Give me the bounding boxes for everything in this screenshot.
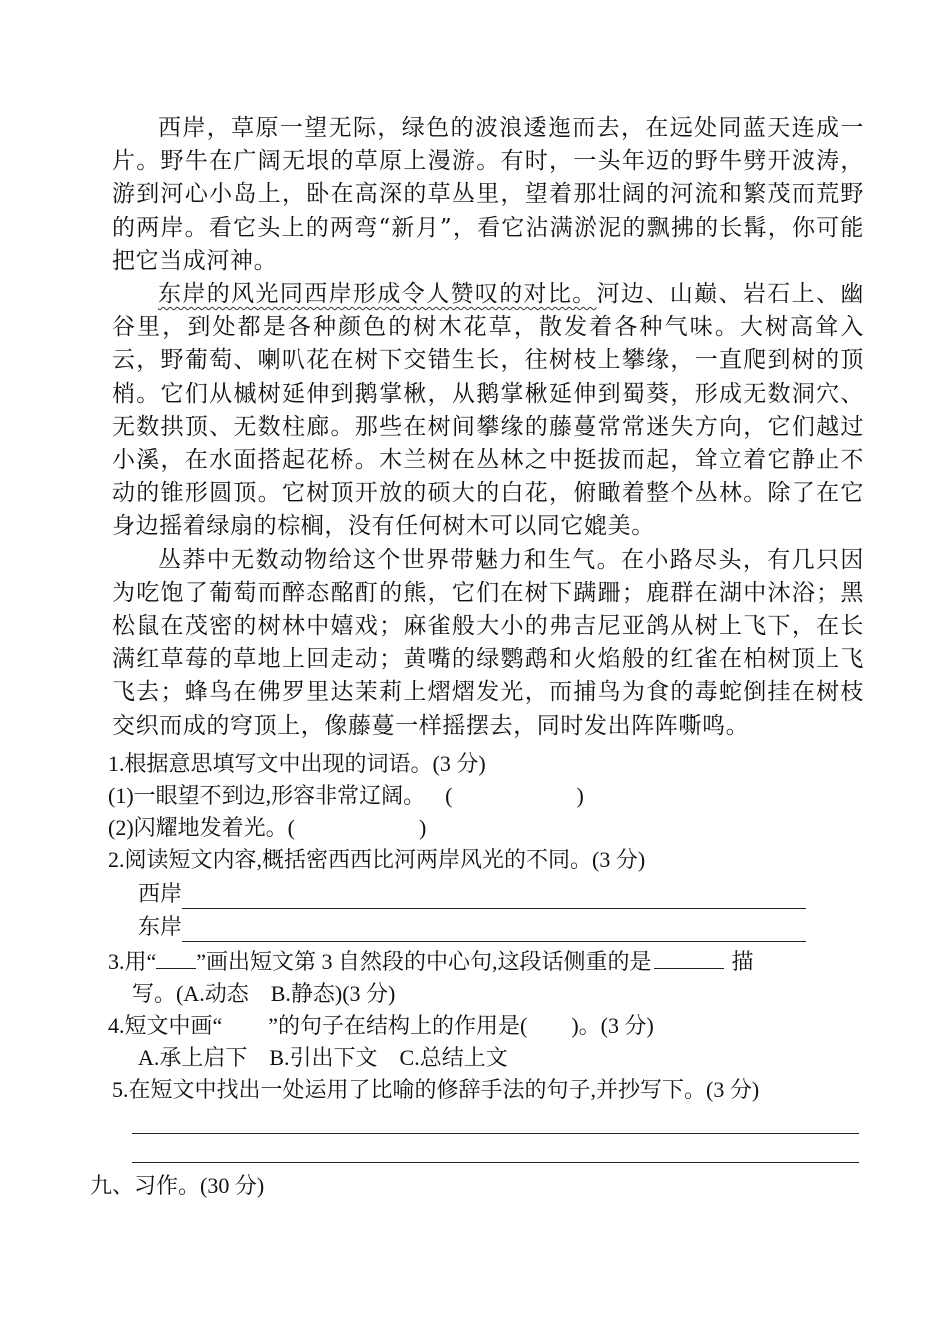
east-bank-answer-line[interactable] <box>182 911 806 942</box>
west-bank-answer-line[interactable] <box>182 878 806 909</box>
paragraph-2-wavy-sentence: 东岸的风光同西岸形成令人赞叹的对比。 <box>158 281 597 308</box>
paragraph-2 <box>112 278 864 544</box>
east-bank-label: 东岸 <box>138 914 183 939</box>
question-2: 2.阅读短文内容,概括密西西比河两岸风光的不同。(3 分) <box>108 847 646 872</box>
west-bank-label: 西岸 <box>138 881 183 906</box>
question-5: 5.在短文中找出一处运用了比喻的修辞手法的句子,并抄写下。(3 分) <box>112 1077 760 1102</box>
straight-underline-sample <box>156 950 196 969</box>
question-1: 1.根据意思填写文中出现的词语。(3 分) <box>108 751 486 776</box>
question-3-line-2: 写。(A.动态 B.静态)(3 分) <box>132 981 396 1006</box>
paragraph-3: 丛莽中无数动物给这个世界带魅力和生气。在小路尽头，有几只因为吃饱了葡萄而醉态酩酊的熊，它们在树下蹒跚；鹿群在湖中沐浴；黑松鼠在茂密的树林中嬉戏；麻雀般大小的弗吉尼亚鸽从树上飞下，在长满红草莓的草地上回走动；黄嘴的绿鹦鹉和火焰般的红雀在柏树顶上飞飞去；蜂鸟在佛罗里达茉莉上熠熠发光，而捕鸟为食的毒蛇倒挂在树枝交织而成的穹顶上，像藤蔓一样摇摆去，同时发出阵阵嘶鸣。 <box>112 546 864 739</box>
paragraph-2-rest: 河边、山巅、岩石上、幽谷里，到处都是各种颜色的树木花草，散发着各种气味。大树高耸入云，野葡萄、喇叭花在树下交错生长，往树枝上攀缘，一直爬到树的顶梢。它们从槭树延伸到鹅掌楸，从鹅掌楸延伸到蜀葵，形成无数洞穴、无数拱顶、无数柱廊。那些在树间攀缘的藤蔓常常迷失方向，它们越过小溪，在水面搭起花桥。木兰树在丛林之中挺拔而起，耸立着它静止不动的锥形圆顶。它树顶开放的硕大的白花，俯瞰着整个丛林。除了在它身边摇着绿扇的棕榈，没有任何树木可以同它媲美。 <box>112 281 864 540</box>
question-1-1: (1)一眼望不到边,形容非常辽阔。 ( ) <box>108 783 584 808</box>
wavy-underline-sample <box>222 1015 268 1033</box>
question-4-options: A.承上启下 B.引出下文 C.总结上文 <box>138 1045 508 1070</box>
question-1-2: (2)闪耀地发着光。( ) <box>108 815 427 840</box>
east-bank-answer <box>138 909 868 942</box>
question-3: 3.用“ ”画出短文第 3 自然段的中心句,这段话侧重的是 描 <box>108 949 754 974</box>
question-4: 4.短文中画“ ”的句子在结构上的作用是( )。(3 分) <box>108 1013 654 1038</box>
question-5-answer-line-1[interactable] <box>132 1133 859 1134</box>
answer-blank-3[interactable] <box>654 950 724 969</box>
questions <box>108 748 868 1106</box>
west-bank-answer <box>138 876 868 909</box>
section-9-heading: 九、习作。(30 分) <box>90 1173 265 1198</box>
paragraph-1: 西岸，草原一望无际，绿色的波浪逶迤而去，在远处同蓝天连成一片。野牛在广阔无垠的草原上漫游。有时，一头年迈的野牛劈开波涛，游到河心小岛上，卧在高深的草丛里，望着那壮阔的河流和繁茂而荒野的两岸。看它头上的两弯“新月”，看它沾满淤泥的飘拂的长髯，你可能把它当成河神。 <box>112 115 864 274</box>
reading-passage <box>112 112 864 743</box>
question-5-answer-line-2[interactable] <box>132 1162 859 1163</box>
